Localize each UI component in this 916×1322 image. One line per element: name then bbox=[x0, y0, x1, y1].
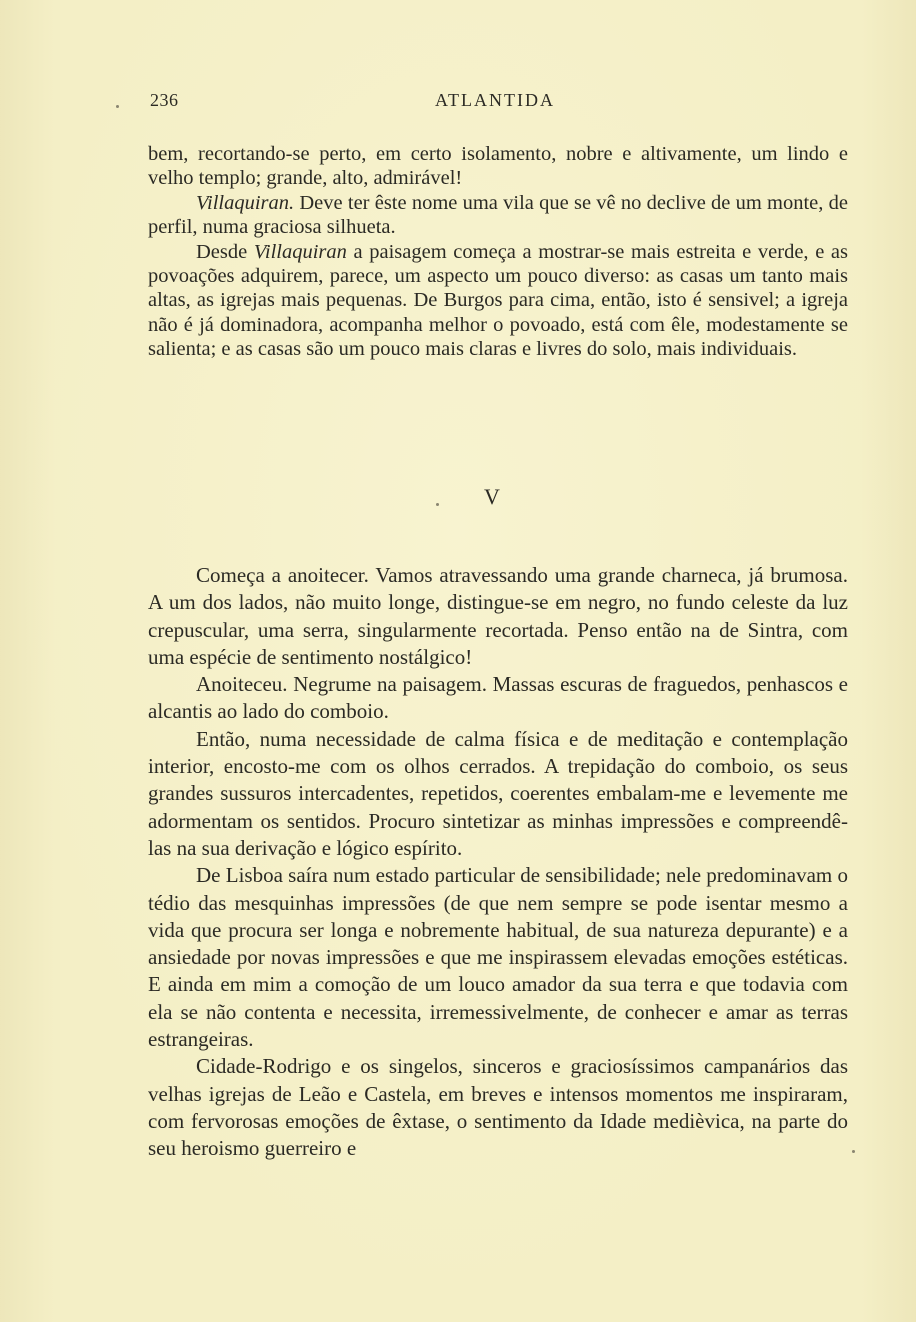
paragraph bbox=[148, 142, 848, 191]
paragraph: Anoiteceu. Negrume na paisagem. Massas escuras de fraguedos, penhascos e alcantis ao lado do comboio. bbox=[148, 672, 848, 724]
text-run: a paisagem começa a mostrar-se mais estreita e verde, e as povoações adquirem, parece, um aspecto um pouco diverso: as casas um tanto mais altas, as igrejas mais pequenas. De Burgos para cima, então, isto é sensivel; a igreja não é já dominadora, acompanha melhor o povoado, está com êle, modestamente se salienta; e as casas são um pouco mais claras e livres do solo, mais individuais. bbox=[148, 240, 848, 361]
section-1-text bbox=[148, 142, 848, 362]
running-head bbox=[150, 90, 850, 114]
paragraph: Então, numa necessidade de calma física e de meditação e contemplação interior, encosto-me com os olhos cerrados. A trepidação do comboio, os seus grandes sussuros intercadentes, repetidos, coerentes embalam-me e levemente me adormentam os sentidos. Procuro sintetizar as minhas impressões e compreendê-las na sua derivação e lógico espírito. bbox=[148, 726, 848, 860]
text-run: bem, recortando-se perto, em certo isolamento, nobre e altivamente, um lindo e velho templo; grande, alto, admirável! bbox=[148, 143, 848, 190]
paper-speck bbox=[852, 1150, 855, 1153]
chapter-heading: V bbox=[484, 484, 501, 509]
text-run: Desde bbox=[196, 240, 254, 263]
paper-speck bbox=[116, 105, 119, 108]
page-number: 236 bbox=[150, 90, 179, 110]
section-2-text bbox=[148, 562, 848, 1163]
text-run: Deve ter êste nome uma vila que se vê no declive de um monte, de perfil, numa graciosa silhueta. bbox=[148, 191, 848, 239]
paragraph bbox=[148, 191, 848, 240]
paragraph: Começa a anoitecer. Vamos atravessando uma grande charneca, já brumosa. A um dos lados, não muito longe, distingue-se em negro, no fundo celeste da luz crepuscular, uma serra, singularmente recortada. Penso então na de Sintra, com uma espécie de sentimento nostálgico! bbox=[148, 563, 848, 669]
place-name-italic: Villaquiran bbox=[253, 240, 347, 263]
paragraph: De Lisboa saíra num estado particular de sensibilidade; nele predominavam o tédio das mesquinhas impressões (de que nem sempre se pode isentar mesmo a vida que procura ser longa e nobremente habitual, de sua natureza depurante) e a ansiedade por novas impressões e que me inspirassem elevadas emoções estéticas. E ainda em mim a comoção de um louco amador da sua terra e que todavia com ela se não contenta e necessita, irremessivelmente, de conhecer e amar as terras estrangeiras. bbox=[148, 863, 848, 1052]
place-name-italic: Villaquiran. bbox=[196, 191, 295, 214]
paragraph bbox=[148, 240, 848, 362]
paper-speck bbox=[436, 503, 439, 506]
running-head-title: ATLANTIDA bbox=[435, 90, 555, 110]
paragraph: Cidade-Rodrigo e os singelos, sinceros e graciosíssimos campanários das velhas igrejas de Leão e Castela, em breves e intensos momentos me inspiraram, com fervorosas emoções de êxtase, o sentimento da Idade medièvica, na parte do seu heroismo guerreiro e bbox=[148, 1054, 848, 1161]
